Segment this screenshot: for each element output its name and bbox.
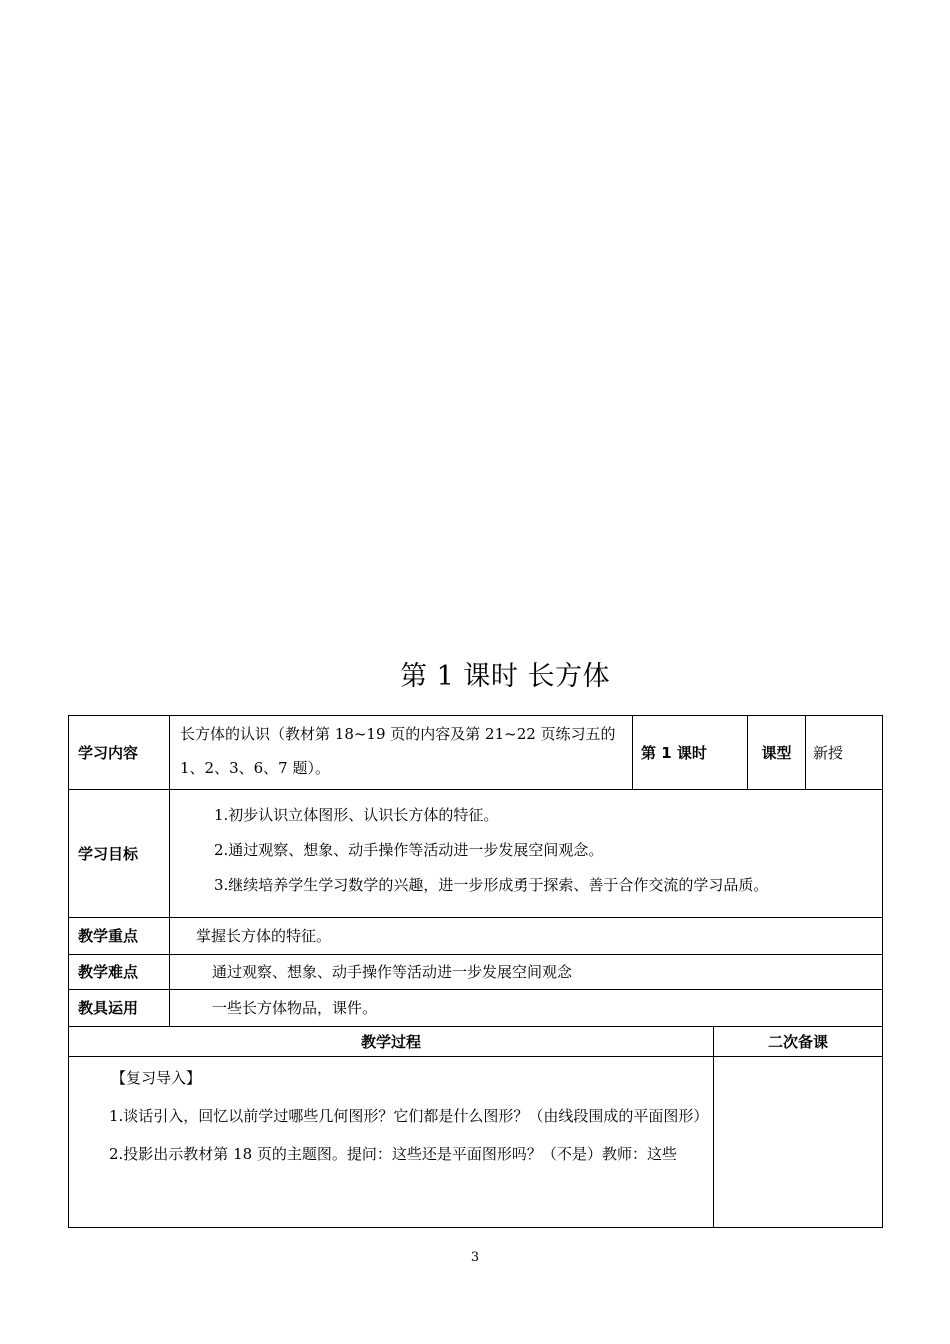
goals-label: 学习目标 <box>69 790 170 918</box>
key-point-text: 掌握长方体的特征。 <box>170 918 883 955</box>
tools-row <box>69 990 883 1027</box>
tools-text: 一些长方体物品，课件。 <box>170 990 883 1027</box>
goals-row <box>69 790 883 918</box>
difficulty-row <box>69 955 883 990</box>
page-number: 3 <box>470 1250 480 1265</box>
process-paragraph: 1.谈话引入，回忆以前学过哪些几何图形？它们都是什么图形？（由线段围成的平面图形） <box>109 1107 709 1125</box>
content-text: 长方体的认识（教材第 18~19 页的内容及第 21~22 页练习五的 1、2、3、6、7 题）。 <box>170 716 633 790</box>
difficulty-label: 教学难点 <box>69 955 170 990</box>
page-title: 第 1 课时 长方体 <box>400 661 610 692</box>
process-header: 教学过程 <box>69 1027 714 1057</box>
secondary-prep-header: 二次备课 <box>714 1027 883 1057</box>
key-point-label: 教学重点 <box>69 918 170 955</box>
section-heading: 【复习导入】 <box>111 1069 202 1087</box>
process-paragraph: 2.投影出示教材第 18 页的主题图。提问：这些还是平面图形吗？（不是）教师：这些 <box>109 1145 677 1163</box>
goal-item: 3.继续培养学生学习数学的兴趣，进一步形成勇于探索、善于合作交流的学习品质。 <box>214 876 769 894</box>
lesson-plan-table <box>68 715 883 1228</box>
content-label: 学习内容 <box>69 716 170 790</box>
content-row <box>69 716 883 790</box>
process-content <box>69 1057 714 1228</box>
secondary-prep-cell <box>714 1057 883 1228</box>
goal-item: 2.通过观察、想象、动手操作等活动进一步发展空间观念。 <box>214 841 604 859</box>
tools-label: 教具运用 <box>69 990 170 1027</box>
type-value: 新授 <box>806 716 883 790</box>
lesson-number: 第 1 课时 <box>633 716 748 790</box>
difficulty-text: 通过观察、想象、动手操作等活动进一步发展空间观念 <box>170 955 883 990</box>
process-row <box>69 1057 883 1228</box>
type-label: 课型 <box>748 716 806 790</box>
goals-list <box>170 790 883 918</box>
process-header-row <box>69 1027 883 1057</box>
key-point-row <box>69 918 883 955</box>
goal-item: 1.初步认识立体图形、认识长方体的特征。 <box>214 806 499 824</box>
